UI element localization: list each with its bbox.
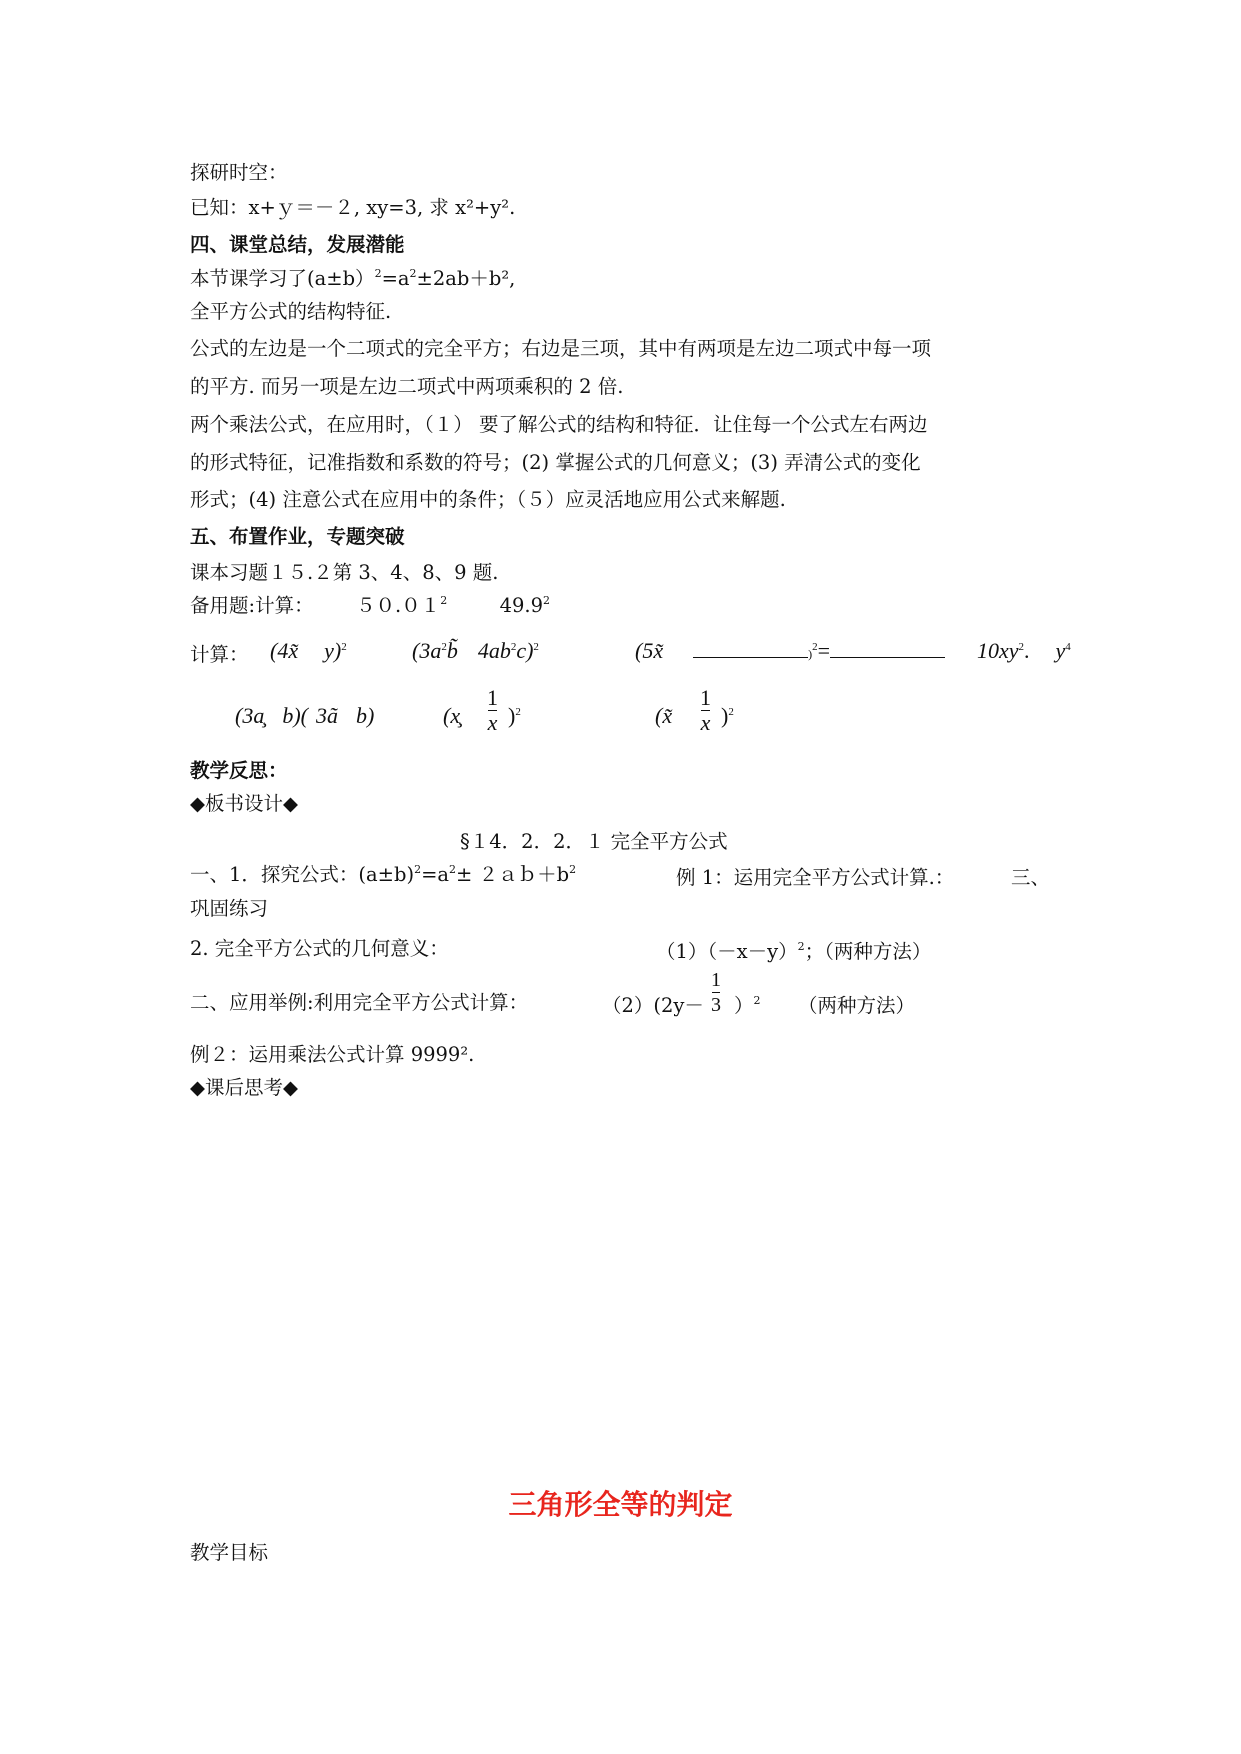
blank-2[interactable]	[830, 639, 945, 658]
line-two-formulas: 两个乘法公式，在应用时，（１） 要了解公式的结构和特征．让住每一个公式左右两边	[190, 413, 928, 436]
line-learned: 本节课学习了$(a\pm b)^2=a^2\pm 2ab+b^2$,	[190, 267, 516, 290]
line-structure: 全平方公式的结构特征.	[190, 300, 392, 323]
after-class: ◆课后思考◆	[190, 1076, 298, 1099]
board-example-2: 例２：运用乘法公式计算 9999².	[190, 1043, 475, 1066]
board-line-1: 一、1．探究公式：$(a\pm b)^2=a^2\pm$ $2ab+b^2$	[190, 863, 577, 886]
expr-2: ($3a^2b̃$ $4ab^2c)^2$	[412, 638, 539, 663]
heading-summary: 四、课堂总结，发展潜能	[190, 233, 405, 256]
board-item-1: $(1)(-x-y)^2$；（两种方法）	[656, 940, 932, 963]
board-item-2: （2）(2y－	[602, 994, 704, 1017]
learned-text-b: =a	[381, 267, 410, 290]
expr-5: (3a̧ b)( 3ã b)	[235, 703, 375, 728]
board-practice: 巩固练习	[190, 897, 269, 920]
fraction-1-over-3: 1 3	[711, 969, 721, 1016]
line-exercises: 课本习题１５.２第 3、4、8、9 题.	[190, 561, 499, 584]
teaching-goals: 教学目标	[190, 1541, 269, 1564]
expr-4: $10xy^2$. $y^4$	[977, 638, 1071, 663]
board-explore: 一、1．探究公式：(a±b)	[190, 863, 415, 886]
line-square: 的平方. 而另一项是左边二项式中两项乘积的 2 倍.	[190, 375, 624, 398]
board-item-2-methods: （两种方法）	[798, 994, 916, 1017]
section-title: §１4．2．2．１ 完全平方公式	[460, 830, 728, 853]
line-left-side: 公式的左边是一个二项式的完全平方；右边是三项，其中有两项是左边二项式中每一项	[190, 337, 932, 360]
section-heading-triangle: 三角形全等的判定	[508, 1488, 733, 1521]
board-application: 二、应用举例:利用完全平方公式计算：	[190, 991, 529, 1014]
learned-text-a: 本节课学习了(a±b）	[190, 267, 375, 290]
line-given: 已知：x+ｙ＝－２, xy=3, 求 x²+y².	[190, 196, 516, 219]
board-geometry: 2. 完全平方公式的几何意义：	[190, 937, 449, 960]
fraction-1-over-x-a: 1 x	[487, 685, 498, 735]
backup-value-2: 49.9	[499, 594, 544, 617]
board-design: ◆板书设计◆	[190, 792, 298, 815]
expr-3: (5x̃ )$^2$=	[635, 638, 945, 664]
backup-value-1: ５０.０１	[355, 594, 441, 617]
expr-7: (x̃	[655, 703, 673, 728]
line-explore: 探研时空：	[190, 161, 288, 184]
fraction-1-over-x-b: 1 x	[700, 685, 711, 735]
heading-homework: 五、布置作业，专题突破	[190, 525, 405, 548]
calc-label: 计算：	[190, 643, 249, 666]
board-three: 三、	[1011, 866, 1051, 889]
line-form-features: 的形式特征，记准指数和系数的符号；(2) 掌握公式的几何意义；(3) 弄清公式的变化	[190, 451, 921, 474]
expr-1: (4x̃ y)$^2$	[270, 638, 347, 663]
backup-label: 备用题:计算：	[190, 594, 314, 617]
board-item-2-close: ）$^2$	[734, 994, 761, 1017]
expr-7-close: )$^2$	[721, 703, 734, 728]
blank-1[interactable]	[693, 639, 808, 658]
line-backup: 备用题:计算： ５０.０１$^2$ 49.9$^2$	[190, 594, 551, 617]
expr-6: (x̧	[443, 703, 461, 728]
learned-text-c: ±2ab＋b²,	[416, 267, 516, 290]
board-example-1: 例 1：运用完全平方公式计算.：	[676, 866, 955, 889]
expr-6-close: )$^2$	[508, 703, 521, 728]
line-form: 形式；(4) 注意公式在应用中的条件；（５）应灵活地应用公式来解题.	[190, 488, 786, 511]
heading-reflection: 教学反思：	[190, 759, 288, 782]
